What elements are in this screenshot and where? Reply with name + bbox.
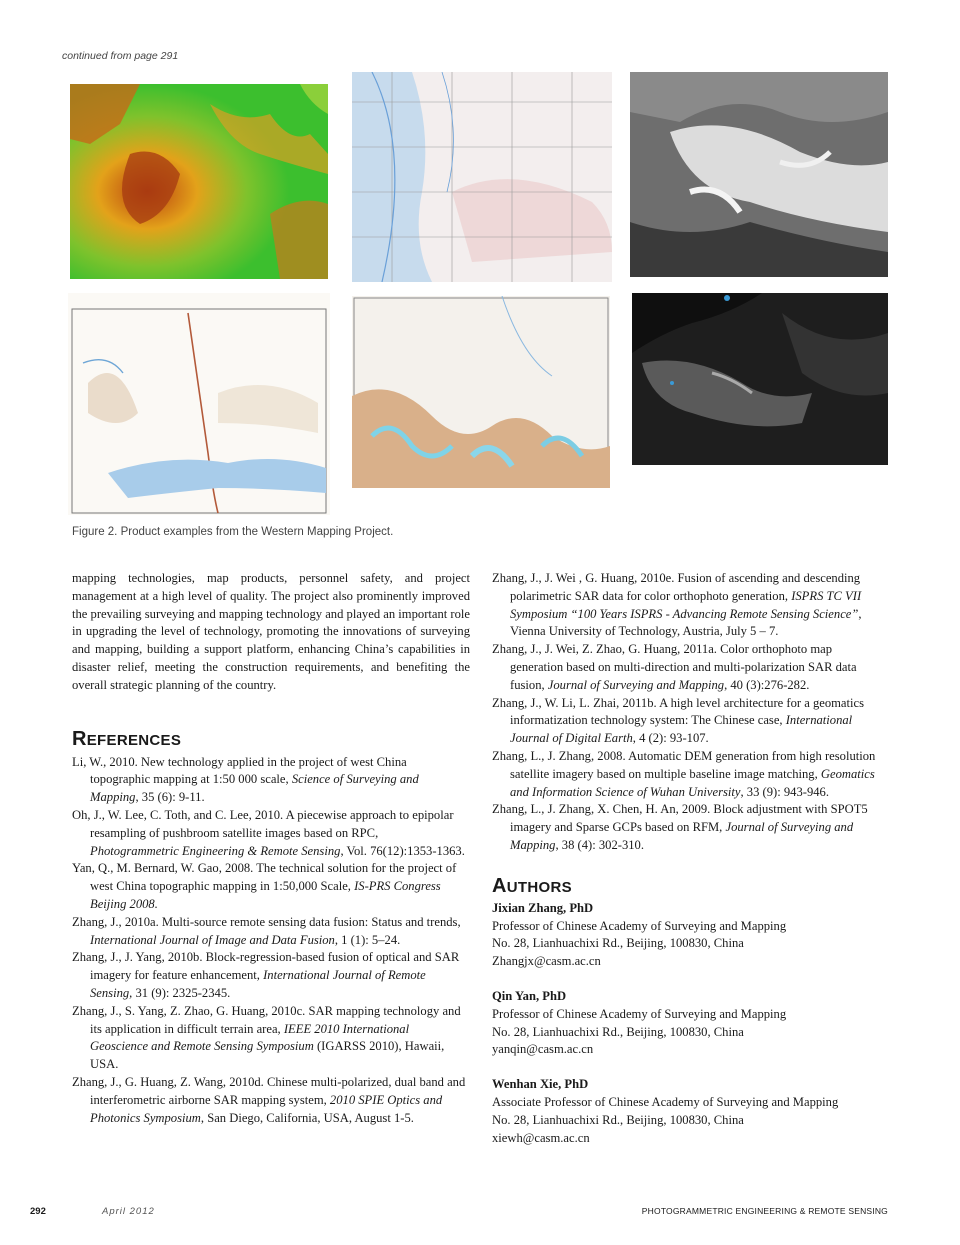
author-email: Zhangjx@casm.ac.cn [492,954,601,969]
reference-item: Zhang, J., J. Wei , G. Huang, 2010e. Fusion of ascending and descending polarimetric SAR data for color orthophoto generation, ISPRS TC VII Symposium “100 Years ISPRS - Advancing Remote Sensing Science”, Vienna University of Technology, Austria, July 5 – 7. [492,571,862,639]
journal-name: PHOTOGRAMMETRIC ENGINEERING & REMOTE SENSING [641,1206,888,1216]
left-column [72,570,470,1127]
author-block [492,988,884,1059]
reference-item: Zhang, J., W. Li, L. Zhai, 2011b. A high level architecture for a geomatics informatization technology system: The Chinese case, International Journal of Digital Earth, 4 (2): 93-107. [492,695,864,746]
reference-item: Zhang, J., 2010a. Multi-source remote sensing data fusion: Status and trends, International Journal of Image and Data Fusion, 1 (1): 5–24. [72,914,461,947]
continued-note: continued from page 291 [62,50,179,62]
figure-caption: Figure 2. Product examples from the Western Mapping Project. [72,526,394,538]
author-address: No. 28, Lianhuachixi Rd., Beijing, 100830, China [492,936,744,951]
figure-topographic-map-1 [352,72,612,282]
reference-item: Zhang, J., G. Huang, Z. Wang, 2010d. Chinese multi-polarized, dual band and interferometric airborne SAR mapping system, 2010 SPIE Optics and Photonics Symposium, San Diego, California, USA, August 1-5. [72,1074,466,1125]
body-paragraph: mapping technologies, map products, personnel safety, and project management at a high level of quality. The project also prominently improved the prevailing surveying and mapping technology and played an important role in upgrading the level of technology, promoting the innovations of surveying and mapping, building a support platform, enhancing China’s capabilities in disaster relief, meeting the construction requirements, and benefiting the overall strategic planning of the country. [72,571,470,692]
reference-item: Li, W., 2010. New technology applied in the project of west China topographic mapping at 1:50 000 scale, Science of Surveying and Mapping, 35 (6): 9-11. [72,754,419,805]
author-block [492,900,884,971]
issue-date: April 2012 [102,1206,155,1217]
figure-sar-image-1 [630,72,888,277]
reference-item: Zhang, J., J. Yang, 2010b. Block-regression-based fusion of optical and SAR imagery for feature enhancement, International Journal of Remote Sensing, 31 (9): 2325-2345. [72,950,460,1000]
author-name: Wenhan Xie, PhD [492,1077,589,1092]
reference-item: Yan, Q., M. Bernard, W. Gao, 2008. The technical solution for the project of west China topographic mapping in 1:50,000 Scale, IS-PRS Congress Beijing 2008. [72,861,457,911]
reference-item: Zhang, J., S. Yang, Z. Zhao, G. Huang, 2010c. SAR mapping technology and its application in difficult terrain area, IEEE 2010 International Geoscience and Remote Sensing Symposium (IGARSS 2010), Hawaii, USA. [72,1003,461,1072]
figure-sar-image-2 [632,293,888,465]
page-number: 292 [30,1206,46,1217]
author-title: Associate Professor of Chinese Academy of Surveying and Mapping [492,1094,839,1109]
author-title: Professor of Chinese Academy of Surveying and Mapping [492,1006,787,1021]
author-name: Jixian Zhang, PhD [492,900,594,915]
reference-item: Oh, J., W. Lee, C. Toth, and C. Lee, 2010. A piecewise approach to epipolar resampling of pushbroom satellite images based on RPC, Photogrammetric Engineering & Remote Sensing, Vol. 76(12):1353-1363. [72,807,465,858]
author-email: xiewh@casm.ac.cn [492,1130,590,1145]
author-title: Professor of Chinese Academy of Surveying and Mapping [492,918,787,933]
author-block [492,1076,884,1147]
figure-topographic-map-2 [68,293,330,515]
authors-heading: AUTHORS [492,874,572,897]
reference-item: Zhang, L., J. Zhang, X. Chen, H. An, 2009. Block adjustment with SPOT5 imagery and Sparse GCPs based on RFM, Journal of Surveying and Mapping, 38 (4): 302-310. [492,802,868,852]
author-address: No. 28, Lianhuachixi Rd., Beijing, 100830, China [492,1024,744,1039]
right-column [492,570,884,1164]
author-email: yanqin@casm.ac.cn [492,1042,594,1057]
reference-item: Zhang, L., J. Zhang, 2008. Automatic DEM generation from high resolution satellite imagery based on multiple baseline image matching, Geomatics and Information Science of Wuhan University, 33 (9): 943-946. [492,748,876,799]
figure-shaded-relief-map [352,296,610,488]
author-name: Qin Yan, PhD [492,988,567,1003]
author-address: No. 28, Lianhuachixi Rd., Beijing, 100830, China [492,1112,744,1127]
references-heading: REFERENCES [72,727,182,750]
figure-dem-image [70,84,328,279]
reference-item: Zhang, J., J. Wei, Z. Zhao, G. Huang, 2011a. Color orthophoto map generation based on multi-direction and multi-polarization SAR data fusion, Journal of Surveying and Mapping, 40 (3):276-282. [492,642,857,692]
